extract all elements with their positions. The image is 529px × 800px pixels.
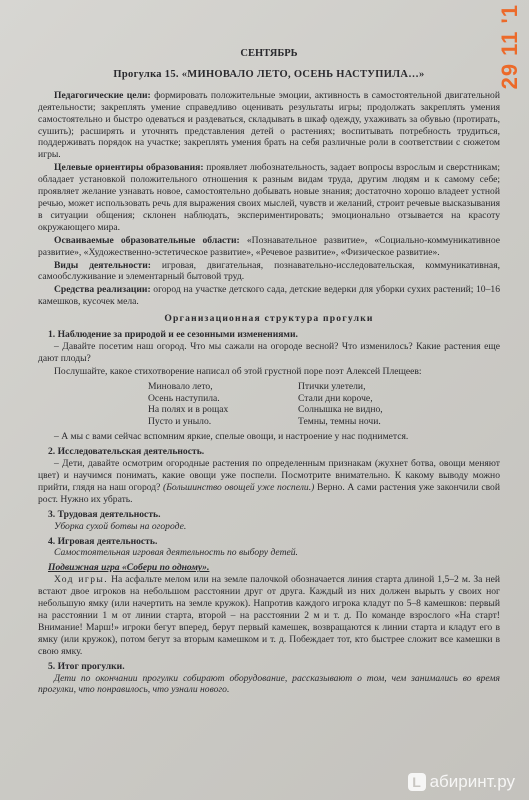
section-5-heading: 5. Итог прогулки.: [48, 660, 125, 672]
goals-paragraph: [38, 90, 500, 161]
section-2-text-b: Верно. А сами растения уже закончили свой рост. Нужно их убрать.: [38, 481, 500, 505]
section-2-text-a: – Дети, давайте осмотрим огородные растения по определенным признакам (жухнет ботва, овощи меняют цвет) и научимся понимать, какие овощи уже поспели. Посмотрите внимательно. К какому выводу можно прийти, глядя на наш огород?: [38, 458, 500, 493]
labirint-watermark: [408, 772, 515, 792]
activities-text: игровая, двигательная, познавательно-исследовательская, коммуникативная, самообслуживание и элементарный бытовой труд.: [38, 259, 500, 283]
areas-text: «Познавательное развитие», «Социально-коммуникативное развитие», «Художественно-эстетическое развитие», «Речевое развитие», «Физическое развитие».: [38, 234, 500, 258]
activities-paragraph: [38, 260, 500, 284]
targets-text: проявляет любознательность, задает вопросы взрослым и сверстникам; обладает установкой положительного отношения к разным видам труда, другим людям и к самому себе; проявляет желание узнавать новое, самостоятельно добывать новые знания; достаточно хорошо владеет устной речью, может использовать речь для выражения своих мыслей, чувств и желаний, строит речевые высказывания в ситуации общения; склонен наблюдать, экспериментировать; эмоционально отзывается на красоту окружающего мира.: [38, 162, 501, 233]
means-text: огород на участке детского сада, детские ведерки для уборки сухих растений; 10–16 камешков, кусочек мела.: [38, 284, 500, 308]
section-4-heading: 4. Игровая деятельность.: [48, 535, 158, 547]
section-2-heading: 2. Исследовательская деятельность.: [48, 446, 205, 458]
section-3-heading: 3. Трудовая деятельность.: [48, 508, 161, 520]
poem-line: Пусто и уныло.: [148, 416, 212, 428]
section-5-text: Дети по окончании прогулки собирают оборудование, рассказывают о том, чем занимались во время прогулки, что понравилось, что узнали нового.: [38, 672, 500, 696]
date-stamp: 29 11 '1: [497, 4, 522, 90]
activities-label: Виды деятельности:: [54, 259, 151, 271]
section-3-text: Уборка сухой ботвы на огороде.: [54, 520, 187, 532]
poem-line: На полях и в рощах: [148, 404, 229, 416]
goals-text: формировать положительные эмоции, активность в самостоятельной двигательной деятельности; закреплять умение справедливо оценивать результаты игры; продолжать закреплять умения самостоятельно и быстро одеваться и раздеваться, складывать в шкаф одежду, ухаживать за обувью (протирать, сушить); расширять и уточнять представления детей о растениях; воспитывать потребность трудиться, поддерживать порядок на участке; закреплять умения брать на себя различные роли в соответствии с сюжетом игры.: [38, 89, 500, 161]
section-1-after: – А мы с вами сейчас вспомним яркие, спелые овощи, и настроение у нас поднимется.: [54, 431, 409, 443]
game-course: [38, 574, 500, 657]
watermark-text: абиринт.ру: [429, 772, 515, 791]
means-label: Средства реализации:: [54, 284, 151, 296]
goals-label: Педагогические цели:: [54, 89, 151, 101]
game-title: Подвижная игра «Собери по одному».: [48, 562, 210, 574]
game-course-text: На асфальте мелом или на земле палочкой обозначается линия старта длиной 1,5–2 м. За ней встают двое игроков на небольшом расстоянии друг от друга. Каждый из них должен вырыть у своих ног небольшую ямку (или начертить на земле кружок). Напротив каждого игрока кладут по 5–8 камешков: первый на расстоянии 1 м от линии старта, второй – на расстоянии 2 м и т. д. По команде взрослого «На старт! Внимание! Марш!» игроки бегут вперед, берут первый камешек, возвращаются к линии старта и кладут его в ямку (или кружок), потом бегут за вторым камешком и т. д. Побеждает тот, кто быстрее сложит все камешки в свою ямку.: [38, 574, 500, 657]
targets-label: Целевые ориентиры образования:: [54, 162, 204, 174]
poem-line: Птички улетели,: [298, 380, 366, 392]
poem-line: Миновало лето,: [148, 380, 213, 392]
poem-line: Осень наступила.: [148, 392, 220, 404]
page-content: [38, 48, 500, 697]
month-heading: СЕНТЯБРЬ: [240, 48, 298, 59]
areas-paragraph: [38, 235, 500, 259]
targets-paragraph: [38, 162, 500, 233]
means-paragraph: [38, 284, 500, 308]
game-heading: [48, 562, 500, 574]
section-4-text: Самостоятельная игровая деятельность по выбору детей.: [54, 547, 298, 559]
section-1-intro: Послушайте, какое стихотворение написал об этой грустной поре поэт Алексей Плещеев:: [54, 365, 422, 377]
areas-label: Осваиваемые образовательные области:: [54, 234, 240, 246]
labirint-logo-icon: L: [408, 773, 426, 791]
game-course-label: Ход игры.: [54, 574, 109, 586]
poem-line: Темны, темны ночи.: [298, 416, 381, 428]
poem-line: Солнышка не видно,: [298, 404, 383, 416]
poem: [148, 381, 500, 429]
section-1-question: – Давайте посетим наш огород. Что мы сажали на огороде весной? Что изменилось? Какие растения еще дают плоды?: [38, 340, 500, 364]
walk-title: Прогулка 15. «МИНОВАЛО ЛЕТО, ОСЕНЬ НАСТУПИЛА…»: [113, 68, 425, 80]
section-2-answer: (Большинство овощей уже поспели.): [160, 481, 315, 493]
section-2-text: [38, 458, 500, 506]
poem-line: Стали дни короче,: [298, 392, 373, 404]
org-structure-title: Организационная структура прогулки: [164, 313, 374, 325]
section-1-heading: 1. Наблюдение за природой и ее сезонными изменениями.: [48, 329, 298, 341]
